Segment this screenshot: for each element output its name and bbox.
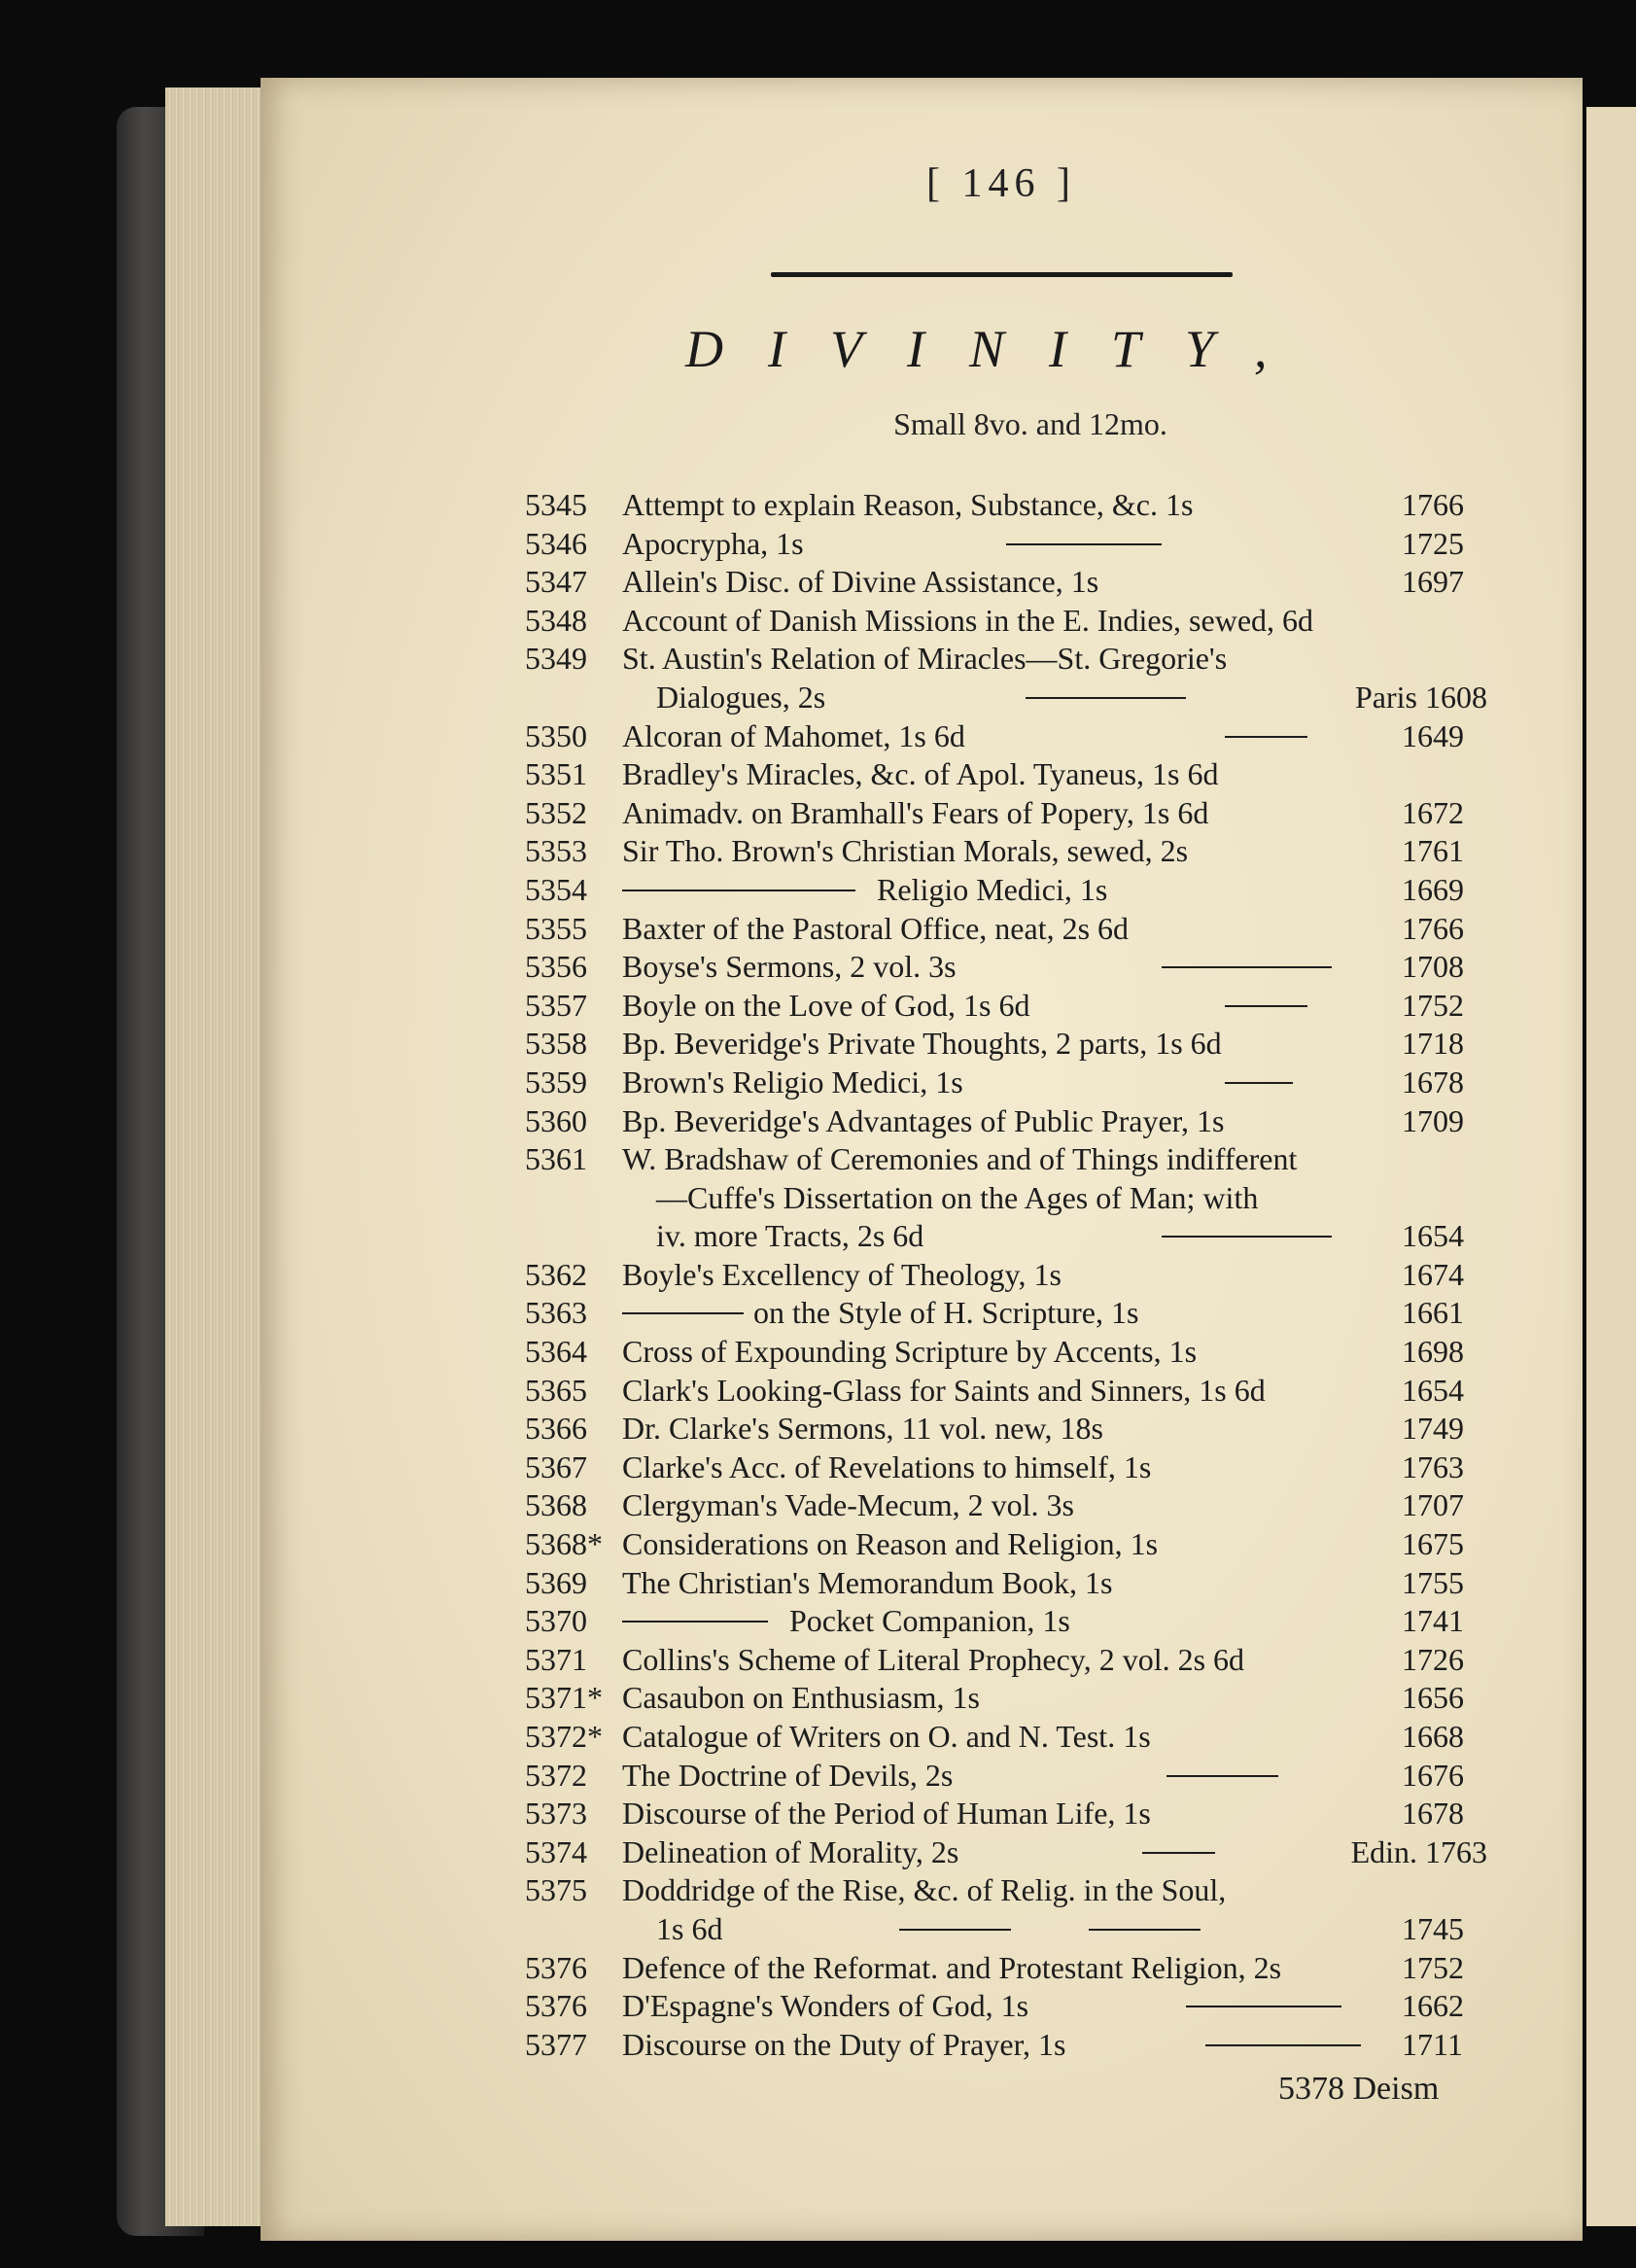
catalogue-entry bbox=[525, 486, 1487, 525]
entry-number: 5370 bbox=[525, 1603, 587, 1639]
entry-number: 5367 bbox=[525, 1448, 587, 1484]
entry-year: 1656 bbox=[1402, 1680, 1464, 1716]
entry-year: 1672 bbox=[1402, 794, 1464, 830]
entry-text: Allein's Disc. of Divine Assistance, 1s bbox=[622, 564, 1099, 600]
entry-year: 1718 bbox=[1402, 1026, 1464, 1062]
entry-text: Discourse on the Duty of Prayer, 1s bbox=[622, 2026, 1066, 2062]
entry-number: 5366 bbox=[525, 1411, 587, 1447]
entry-text: Sir Tho. Brown's Christian Morals, sewed, 2s bbox=[622, 833, 1189, 869]
entry-year: 1725 bbox=[1402, 525, 1464, 561]
catalogue-entry bbox=[525, 640, 1487, 679]
catalogue-entry bbox=[525, 1102, 1487, 1141]
entry-year: 1708 bbox=[1402, 949, 1464, 985]
entry-dash bbox=[622, 1621, 768, 1622]
entry-number: 5355 bbox=[525, 910, 587, 946]
entry-year: 1752 bbox=[1402, 987, 1464, 1023]
entry-dash bbox=[1225, 736, 1307, 738]
catalogue-entry bbox=[525, 1987, 1487, 2026]
entry-number: 5351 bbox=[525, 756, 587, 792]
entry-year: 1763 bbox=[1402, 1448, 1464, 1484]
entry-number: 5352 bbox=[525, 794, 587, 830]
catalogue-entry bbox=[525, 1410, 1487, 1448]
entry-year: 1675 bbox=[1402, 1526, 1464, 1562]
entry-text: Clark's Looking-Glass for Saints and Sinners, 1s 6d bbox=[622, 1372, 1266, 1408]
entry-number: 5358 bbox=[525, 1026, 587, 1062]
entry-year: 1752 bbox=[1402, 1949, 1464, 1985]
entry-number: 5372 bbox=[525, 1757, 587, 1793]
entry-dash bbox=[1089, 1929, 1201, 1931]
entry-dash bbox=[1186, 2006, 1341, 2007]
entry-number: 5350 bbox=[525, 717, 587, 753]
entry-text: Brown's Religio Medici, 1s bbox=[622, 1064, 963, 1099]
entry-text: Attempt to explain Reason, Substance, &c. 1s bbox=[622, 487, 1194, 522]
entry-text: Alcoran of Mahomet, 1s 6d bbox=[622, 717, 965, 753]
header-rule bbox=[771, 272, 1233, 277]
entry-number: 5354 bbox=[525, 871, 587, 907]
entry-dash bbox=[1225, 1082, 1293, 1084]
entry-year: 1749 bbox=[1402, 1411, 1464, 1447]
catalogue-entry bbox=[525, 1140, 1487, 1179]
entry-text: Casaubon on Enthusiasm, 1s bbox=[622, 1680, 980, 1716]
entry-year: 1654 bbox=[1402, 1372, 1464, 1408]
entry-text: St. Austin's Relation of Miracles—St. Gregorie's bbox=[622, 641, 1228, 677]
entry-number: 5357 bbox=[525, 987, 587, 1023]
entry-text: The Christian's Memorandum Book, 1s bbox=[622, 1564, 1113, 1600]
entry-number: 5361 bbox=[525, 1141, 587, 1177]
catalogue-entry bbox=[525, 679, 1487, 717]
catalogue-entry bbox=[525, 1795, 1487, 1833]
entry-year: 1697 bbox=[1402, 564, 1464, 600]
entry-text: Bp. Beveridge's Advantages of Public Prayer, 1s bbox=[622, 1102, 1225, 1138]
entry-text: Pocket Companion, 1s bbox=[789, 1603, 1070, 1639]
entry-dash bbox=[1225, 1005, 1307, 1007]
entry-dash bbox=[1162, 1236, 1332, 1238]
entry-dash bbox=[899, 1929, 1011, 1931]
entry-number: 5373 bbox=[525, 1796, 587, 1832]
entry-text: Baxter of the Pastoral Office, neat, 2s 6d bbox=[622, 910, 1130, 946]
entry-text: W. Bradshaw of Ceremonies and of Things indifferent bbox=[622, 1141, 1298, 1177]
entry-year: 1766 bbox=[1402, 910, 1464, 946]
catalogue-entry bbox=[525, 1757, 1487, 1796]
entry-year: 1678 bbox=[1402, 1796, 1464, 1832]
catalogue-entry bbox=[525, 602, 1487, 641]
entry-year: 1755 bbox=[1402, 1564, 1464, 1600]
entry-text: Delineation of Morality, 2s bbox=[622, 1833, 959, 1869]
entry-text: Animadv. on Bramhall's Fears of Popery, 1s 6d bbox=[622, 794, 1209, 830]
entry-number: 5369 bbox=[525, 1564, 587, 1600]
catalogue-entry bbox=[525, 717, 1487, 756]
entry-dash bbox=[622, 890, 855, 891]
entry-text: Apocrypha, 1s bbox=[622, 525, 804, 561]
section-subtitle: Small 8vo. and 12mo. bbox=[893, 406, 1167, 441]
entry-number: 5353 bbox=[525, 833, 587, 869]
entry-number: 5375 bbox=[525, 1872, 587, 1908]
entry-text: —Cuffe's Dissertation on the Ages of Man; with bbox=[656, 1179, 1259, 1215]
entry-number: 5363 bbox=[525, 1295, 587, 1331]
entry-year: 1766 bbox=[1402, 487, 1464, 522]
entry-number: 5345 bbox=[525, 487, 587, 522]
entry-year: 1741 bbox=[1402, 1603, 1464, 1639]
entry-number: 5368* bbox=[525, 1526, 603, 1562]
entry-year: 1669 bbox=[1402, 871, 1464, 907]
catalogue-entry bbox=[525, 1833, 1487, 1872]
entry-text: Clarke's Acc. of Revelations to himself, 1s bbox=[622, 1448, 1152, 1484]
entry-number: 5360 bbox=[525, 1102, 587, 1138]
catalogue-entry bbox=[525, 2026, 1487, 2065]
entry-text: Dr. Clarke's Sermons, 11 vol. new, 18s bbox=[622, 1411, 1103, 1447]
entry-year: 1745 bbox=[1402, 1910, 1464, 1946]
catalogue-entry bbox=[525, 1217, 1487, 1256]
entry-year: 1668 bbox=[1402, 1719, 1464, 1754]
entry-number: 5356 bbox=[525, 949, 587, 985]
entry-text: Cross of Expounding Scripture by Accents, 1s bbox=[622, 1334, 1198, 1370]
entry-text: Boyle on the Love of God, 1s 6d bbox=[622, 987, 1030, 1023]
catalogue-entry bbox=[525, 910, 1487, 949]
entry-year: 1676 bbox=[1402, 1757, 1464, 1793]
entry-text: The Doctrine of Devils, 2s bbox=[622, 1757, 954, 1793]
entry-number: 5365 bbox=[525, 1372, 587, 1408]
catalogue-entry bbox=[525, 871, 1487, 910]
entry-text: Boyle's Excellency of Theology, 1s bbox=[622, 1256, 1062, 1292]
entry-text: Catalogue of Writers on O. and N. Test. 1s bbox=[622, 1719, 1151, 1754]
entry-dash bbox=[1205, 2044, 1361, 2046]
catalogue-entry bbox=[525, 1179, 1487, 1218]
catalogue-entry bbox=[525, 1949, 1487, 1988]
catalogue-entry bbox=[525, 987, 1487, 1026]
catalogue-entry bbox=[525, 1064, 1487, 1102]
entry-dash bbox=[622, 1312, 744, 1314]
entry-number: 5372* bbox=[525, 1719, 603, 1754]
catalogue-entry bbox=[525, 1525, 1487, 1564]
entry-number: 5346 bbox=[525, 525, 587, 561]
catalogue-entry bbox=[525, 1372, 1487, 1411]
catalogue-entry bbox=[525, 1486, 1487, 1525]
catalogue-entry bbox=[525, 1910, 1487, 1949]
entry-text: D'Espagne's Wonders of God, 1s bbox=[622, 1988, 1029, 2024]
catalogue-entry bbox=[525, 1871, 1487, 1910]
page-number: [ 146 ] bbox=[926, 161, 1076, 206]
entry-number: 5368 bbox=[525, 1487, 587, 1523]
catchword: 5378 Deism bbox=[1278, 2071, 1440, 2107]
entry-number: 5371 bbox=[525, 1641, 587, 1677]
entry-text: Discourse of the Period of Human Life, 1s bbox=[622, 1796, 1151, 1832]
entry-text: Account of Danish Missions in the E. Indies, sewed, 6d bbox=[622, 602, 1314, 638]
entry-year: 1726 bbox=[1402, 1641, 1464, 1677]
entry-text: Bp. Beveridge's Private Thoughts, 2 parts, 1s 6d bbox=[622, 1026, 1222, 1062]
catalogue-entry bbox=[525, 1025, 1487, 1064]
entry-year: 1654 bbox=[1402, 1218, 1464, 1254]
catalogue-entry bbox=[525, 794, 1487, 833]
catalogue-entry bbox=[525, 948, 1487, 987]
entry-text: Defence of the Reformat. and Protestant Religion, 2s bbox=[622, 1949, 1282, 1985]
catalogue-entry bbox=[525, 1718, 1487, 1757]
catalogue-entry bbox=[525, 1679, 1487, 1718]
entry-year: 1711 bbox=[1402, 2026, 1463, 2062]
catalogue-entry bbox=[525, 525, 1487, 564]
entry-year: 1674 bbox=[1402, 1256, 1464, 1292]
entry-number: 5349 bbox=[525, 641, 587, 677]
catalogue-entry bbox=[525, 1602, 1487, 1641]
entry-year: 1661 bbox=[1402, 1295, 1464, 1331]
entry-number: 5374 bbox=[525, 1833, 587, 1869]
entry-number: 5359 bbox=[525, 1064, 587, 1099]
entry-number: 5377 bbox=[525, 2026, 587, 2062]
entry-text: Considerations on Reason and Religion, 1s bbox=[622, 1526, 1159, 1562]
section-title: DIVINITY, bbox=[685, 320, 1312, 378]
entry-text: Religio Medici, 1s bbox=[877, 871, 1108, 907]
entry-text: Doddridge of the Rise, &c. of Relig. in the Soul, bbox=[622, 1872, 1227, 1908]
entry-number: 5371* bbox=[525, 1680, 603, 1716]
entry-year: 1662 bbox=[1402, 1988, 1464, 2024]
entry-number: 5376 bbox=[525, 1949, 587, 1985]
entry-dash bbox=[1006, 543, 1162, 545]
entry-text: Collins's Scheme of Literal Prophecy, 2 vol. 2s 6d bbox=[622, 1641, 1245, 1677]
catalogue-entry bbox=[525, 1333, 1487, 1372]
entry-dash bbox=[1166, 1775, 1278, 1777]
entry-dash bbox=[1162, 966, 1332, 968]
catalogue-entry bbox=[525, 1294, 1487, 1333]
catalogue-entries bbox=[525, 486, 1487, 2064]
catalogue-entry bbox=[525, 1564, 1487, 1603]
entry-number: 5347 bbox=[525, 564, 587, 600]
entry-dash bbox=[1026, 697, 1186, 699]
entry-text: Clergyman's Vade-Mecum, 2 vol. 3s bbox=[622, 1487, 1074, 1523]
facing-page-edge bbox=[1586, 107, 1636, 2226]
entry-number: 5376 bbox=[525, 1988, 587, 2024]
entry-number: 5364 bbox=[525, 1334, 587, 1370]
entry-year: 1698 bbox=[1402, 1334, 1464, 1370]
entry-year: 1707 bbox=[1402, 1487, 1464, 1523]
entry-year: 1678 bbox=[1402, 1064, 1464, 1099]
entry-year: 1709 bbox=[1402, 1102, 1464, 1138]
catalogue-entry bbox=[525, 563, 1487, 602]
entry-text: Bradley's Miracles, &c. of Apol. Tyaneus, 1s 6d bbox=[622, 756, 1219, 792]
entry-imprint: Paris 1608 bbox=[1355, 679, 1487, 715]
entry-text: Dialogues, 2s bbox=[656, 679, 826, 715]
entry-dash bbox=[1142, 1852, 1215, 1854]
catalogue-entry bbox=[525, 1256, 1487, 1295]
entry-text: on the Style of H. Scripture, 1s bbox=[753, 1295, 1139, 1331]
entry-year: 1649 bbox=[1402, 717, 1464, 753]
entry-number: 5348 bbox=[525, 602, 587, 638]
entry-number: 5362 bbox=[525, 1256, 587, 1292]
entry-imprint: Edin. 1763 bbox=[1350, 1833, 1487, 1869]
catalogue-entry bbox=[525, 755, 1487, 794]
entry-text: Boyse's Sermons, 2 vol. 3s bbox=[622, 949, 957, 985]
entry-text: 1s 6d bbox=[656, 1910, 723, 1946]
catalogue-entry bbox=[525, 832, 1487, 871]
catalogue-entry bbox=[525, 1641, 1487, 1680]
entry-text: iv. more Tracts, 2s 6d bbox=[656, 1218, 924, 1254]
catalogue-entry bbox=[525, 1448, 1487, 1487]
entry-year: 1761 bbox=[1402, 833, 1464, 869]
